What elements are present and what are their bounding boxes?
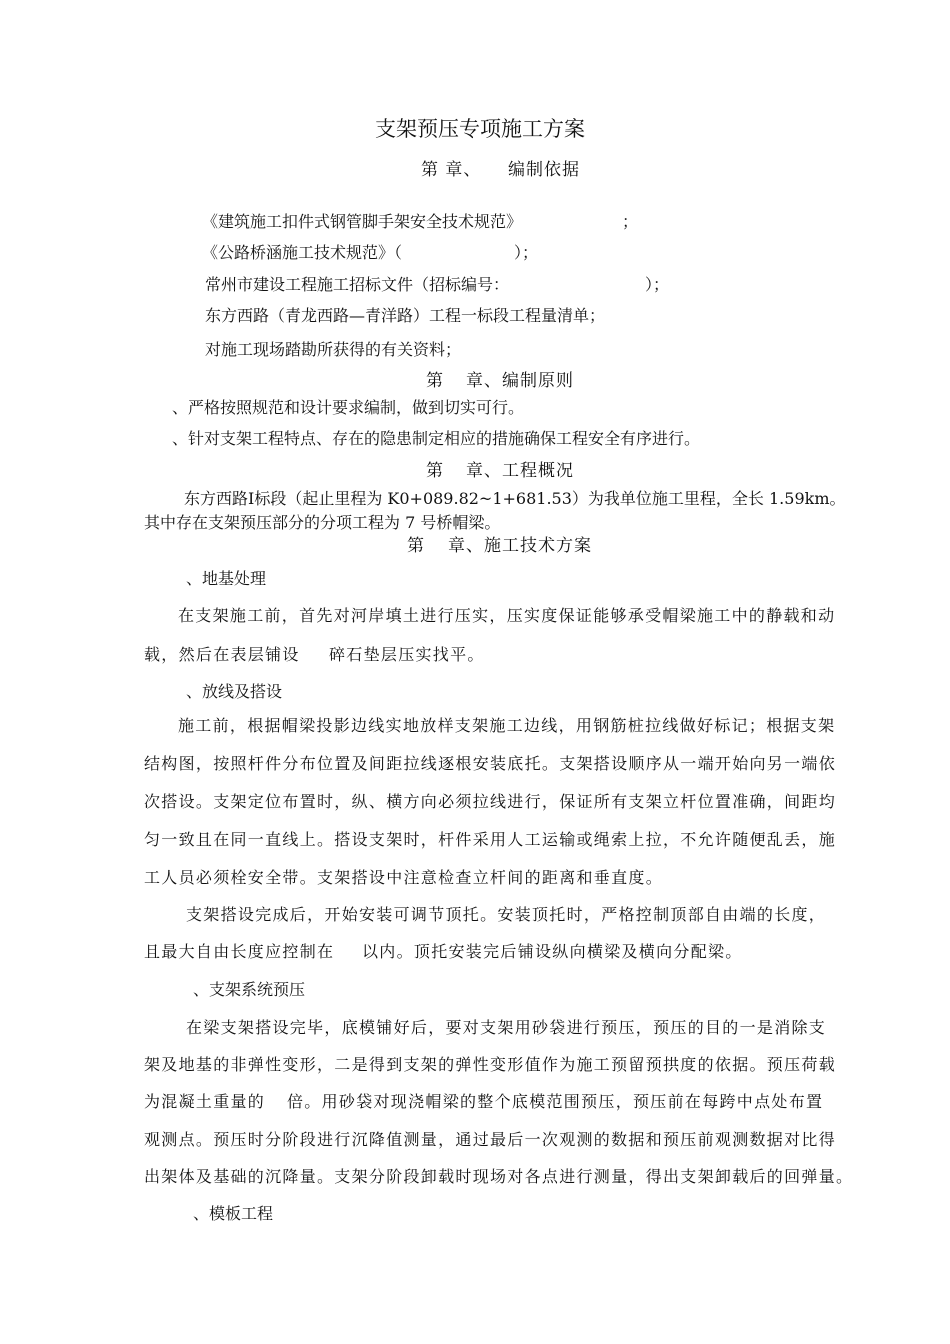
layout-line-6: 支架搭设完成后，开始安装可调节顶托。安装顶托时，严格控制顶部自由端的长度， <box>186 905 827 924</box>
basis-item-2-tail: ）； <box>514 243 539 262</box>
chapter-3-number: 第 <box>426 461 444 481</box>
chapter-2-number: 第 <box>426 371 444 391</box>
chapter-4-title: 章、施工技术方案 <box>448 536 592 556</box>
chapter-1-title: 编制依据 <box>508 160 580 180</box>
chapter-2-title: 章、编制原则 <box>466 371 574 391</box>
overview-line-1: 东方西路Ⅰ标段（起止里程为 K0+089.82~1+681.53）为我单位施工里程，全长 1.59km。 <box>184 489 846 508</box>
chapter-3-title: 章、工程概况 <box>466 461 574 481</box>
overview-line-2: 其中存在支架预压部分的分项工程为 7 号桥帽梁。 <box>144 513 501 532</box>
layout-line-5: 工人员必须栓安全带。支架搭设中注意检查立杆间的距离和垂直度。 <box>144 868 664 887</box>
chapter-4-number: 第 <box>407 536 425 556</box>
layout-line-1: 施工前，根据帽梁投影边线实地放样支架施工边线，用钢筋桩拉线做好标记；根据支架 <box>178 716 836 735</box>
principle-1: 、严格按照规范和设计要求编制，做到切实可行。 <box>172 398 525 417</box>
basis-item-4: 东方西路（青龙西路—青洋路）工程一标段工程量清单； <box>205 306 606 325</box>
section-heading-foundation: 、地基处理 <box>186 569 267 588</box>
preload-line-1: 在梁支架搭设完毕，底模铺好后，要对支架用砂袋进行预压，预压的目的一是消除支 <box>186 1018 827 1037</box>
section-heading-formwork: 、模板工程 <box>193 1204 274 1223</box>
principle-2: 、针对支架工程特点、存在的隐患制定相应的措施确保工程安全有序进行。 <box>172 429 701 448</box>
layout-line-4: 匀一致且在同一直线上。搭设支架时，杆件采用人工运输或绳索上拉，不允许随便乱丢，施 <box>144 830 837 849</box>
preload-line-4: 观测点。预压时分阶段进行沉降值测量，通过最后一次观测的数据和预压前观测数据对比得 <box>144 1130 837 1149</box>
basis-item-1: 《建筑施工扣件式钢管脚手架安全技术规范》 <box>202 212 523 231</box>
layout-line-7a: 且最大自由长度应控制在 <box>144 942 335 961</box>
basis-item-3-tail: ）； <box>645 275 670 294</box>
layout-line-2: 结构图，按照杆件分布位置及间距拉线逐根安装底托。支架搭设顺序从一端开始向另一端依 <box>144 754 837 773</box>
foundation-line-1: 在支架施工前，首先对河岸填土进行压实，压实度保证能够承受帽梁施工中的静载和动 <box>178 606 836 625</box>
preload-line-5: 出架体及基础的沉降量。支架分阶段卸载时现场对各点进行测量，得出支架卸载后的回弹量。 <box>144 1167 854 1186</box>
preload-line-2: 架及地基的非弹性变形，二是得到支架的弹性变形值作为施工预留预拱度的依据。预压荷载 <box>144 1055 837 1074</box>
layout-line-7b: 以内。顶托安装完后铺设纵向横梁及横向分配梁。 <box>362 942 743 961</box>
basis-item-5: 对施工现场踏勘所获得的有关资料； <box>205 340 462 359</box>
foundation-line-2a: 载，然后在表层铺设 <box>144 645 300 664</box>
basis-item-1-tail: ； <box>622 212 639 231</box>
preload-line-3a: 为混凝土重量的 <box>144 1092 266 1111</box>
section-heading-preload: 、支架系统预压 <box>193 980 306 999</box>
chapter-1-number: 第 章、 <box>421 160 482 180</box>
preload-line-3b: 倍。用砂袋对现浇帽梁的整个底模范围预压，预压前在每跨中点处布置 <box>287 1092 824 1111</box>
document-title: 支架预压专项施工方案 <box>375 117 585 141</box>
section-heading-layout: 、放线及搭设 <box>186 682 283 701</box>
foundation-line-2b: 碎石垫层压实找平。 <box>329 645 485 664</box>
basis-item-2: 《公路桥涵施工技术规范》（ <box>202 243 403 262</box>
basis-item-3: 常州市建设工程施工招标文件（招标编号： <box>205 275 510 294</box>
layout-line-3: 次搭设。支架定位布置时，纵、横方向必须拉线进行，保证所有支架立杆位置准确，间距均 <box>144 792 837 811</box>
